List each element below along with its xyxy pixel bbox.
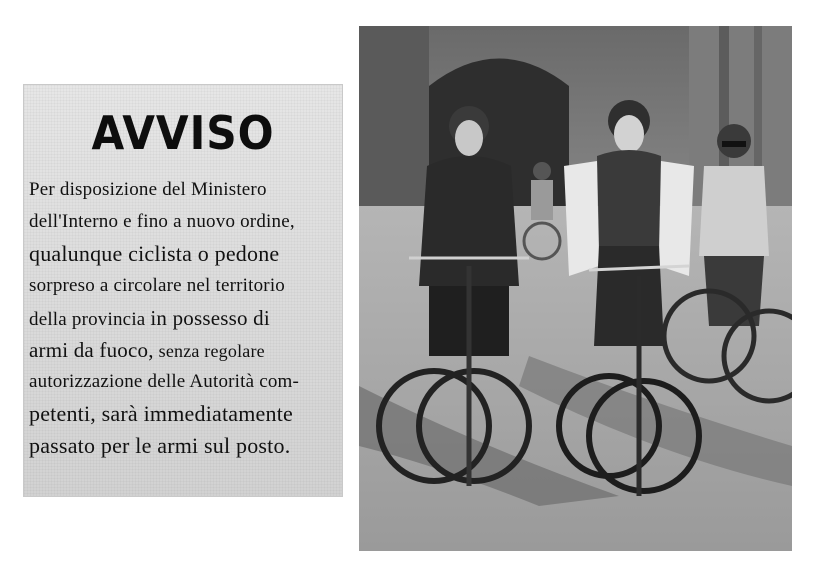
poster-line-part: senza regolare [158, 341, 265, 361]
poster-line: autorizzazione delle Autorità com- [29, 371, 300, 392]
poster-line-group [29, 334, 339, 366]
poster-line-part: armi da fuoco, [29, 338, 154, 362]
poster-line: sorpreso a circolare nel territorio [29, 275, 285, 296]
poster-line-group [29, 302, 339, 334]
poster-body [29, 174, 339, 462]
poster-line-part: sarà immediatamente [101, 401, 293, 426]
photo-illustration [359, 26, 792, 551]
poster-line: dell'Interno e fino a nuovo ordine, [29, 211, 295, 232]
poster-line: Per disposizione del Ministero [29, 179, 267, 200]
poster-title: AVVISO [91, 106, 275, 160]
cyclists-photo [359, 26, 792, 551]
notice-poster [23, 84, 343, 497]
poster-line: qualunque ciclista o pedone [29, 241, 280, 266]
poster-line-part: della provincia [29, 309, 146, 330]
poster-line-part: petenti, [29, 401, 96, 426]
poster-line-part: in possesso di [150, 306, 270, 330]
poster-line: passato per le armi sul posto. [29, 433, 291, 458]
poster-line-group [29, 398, 339, 430]
